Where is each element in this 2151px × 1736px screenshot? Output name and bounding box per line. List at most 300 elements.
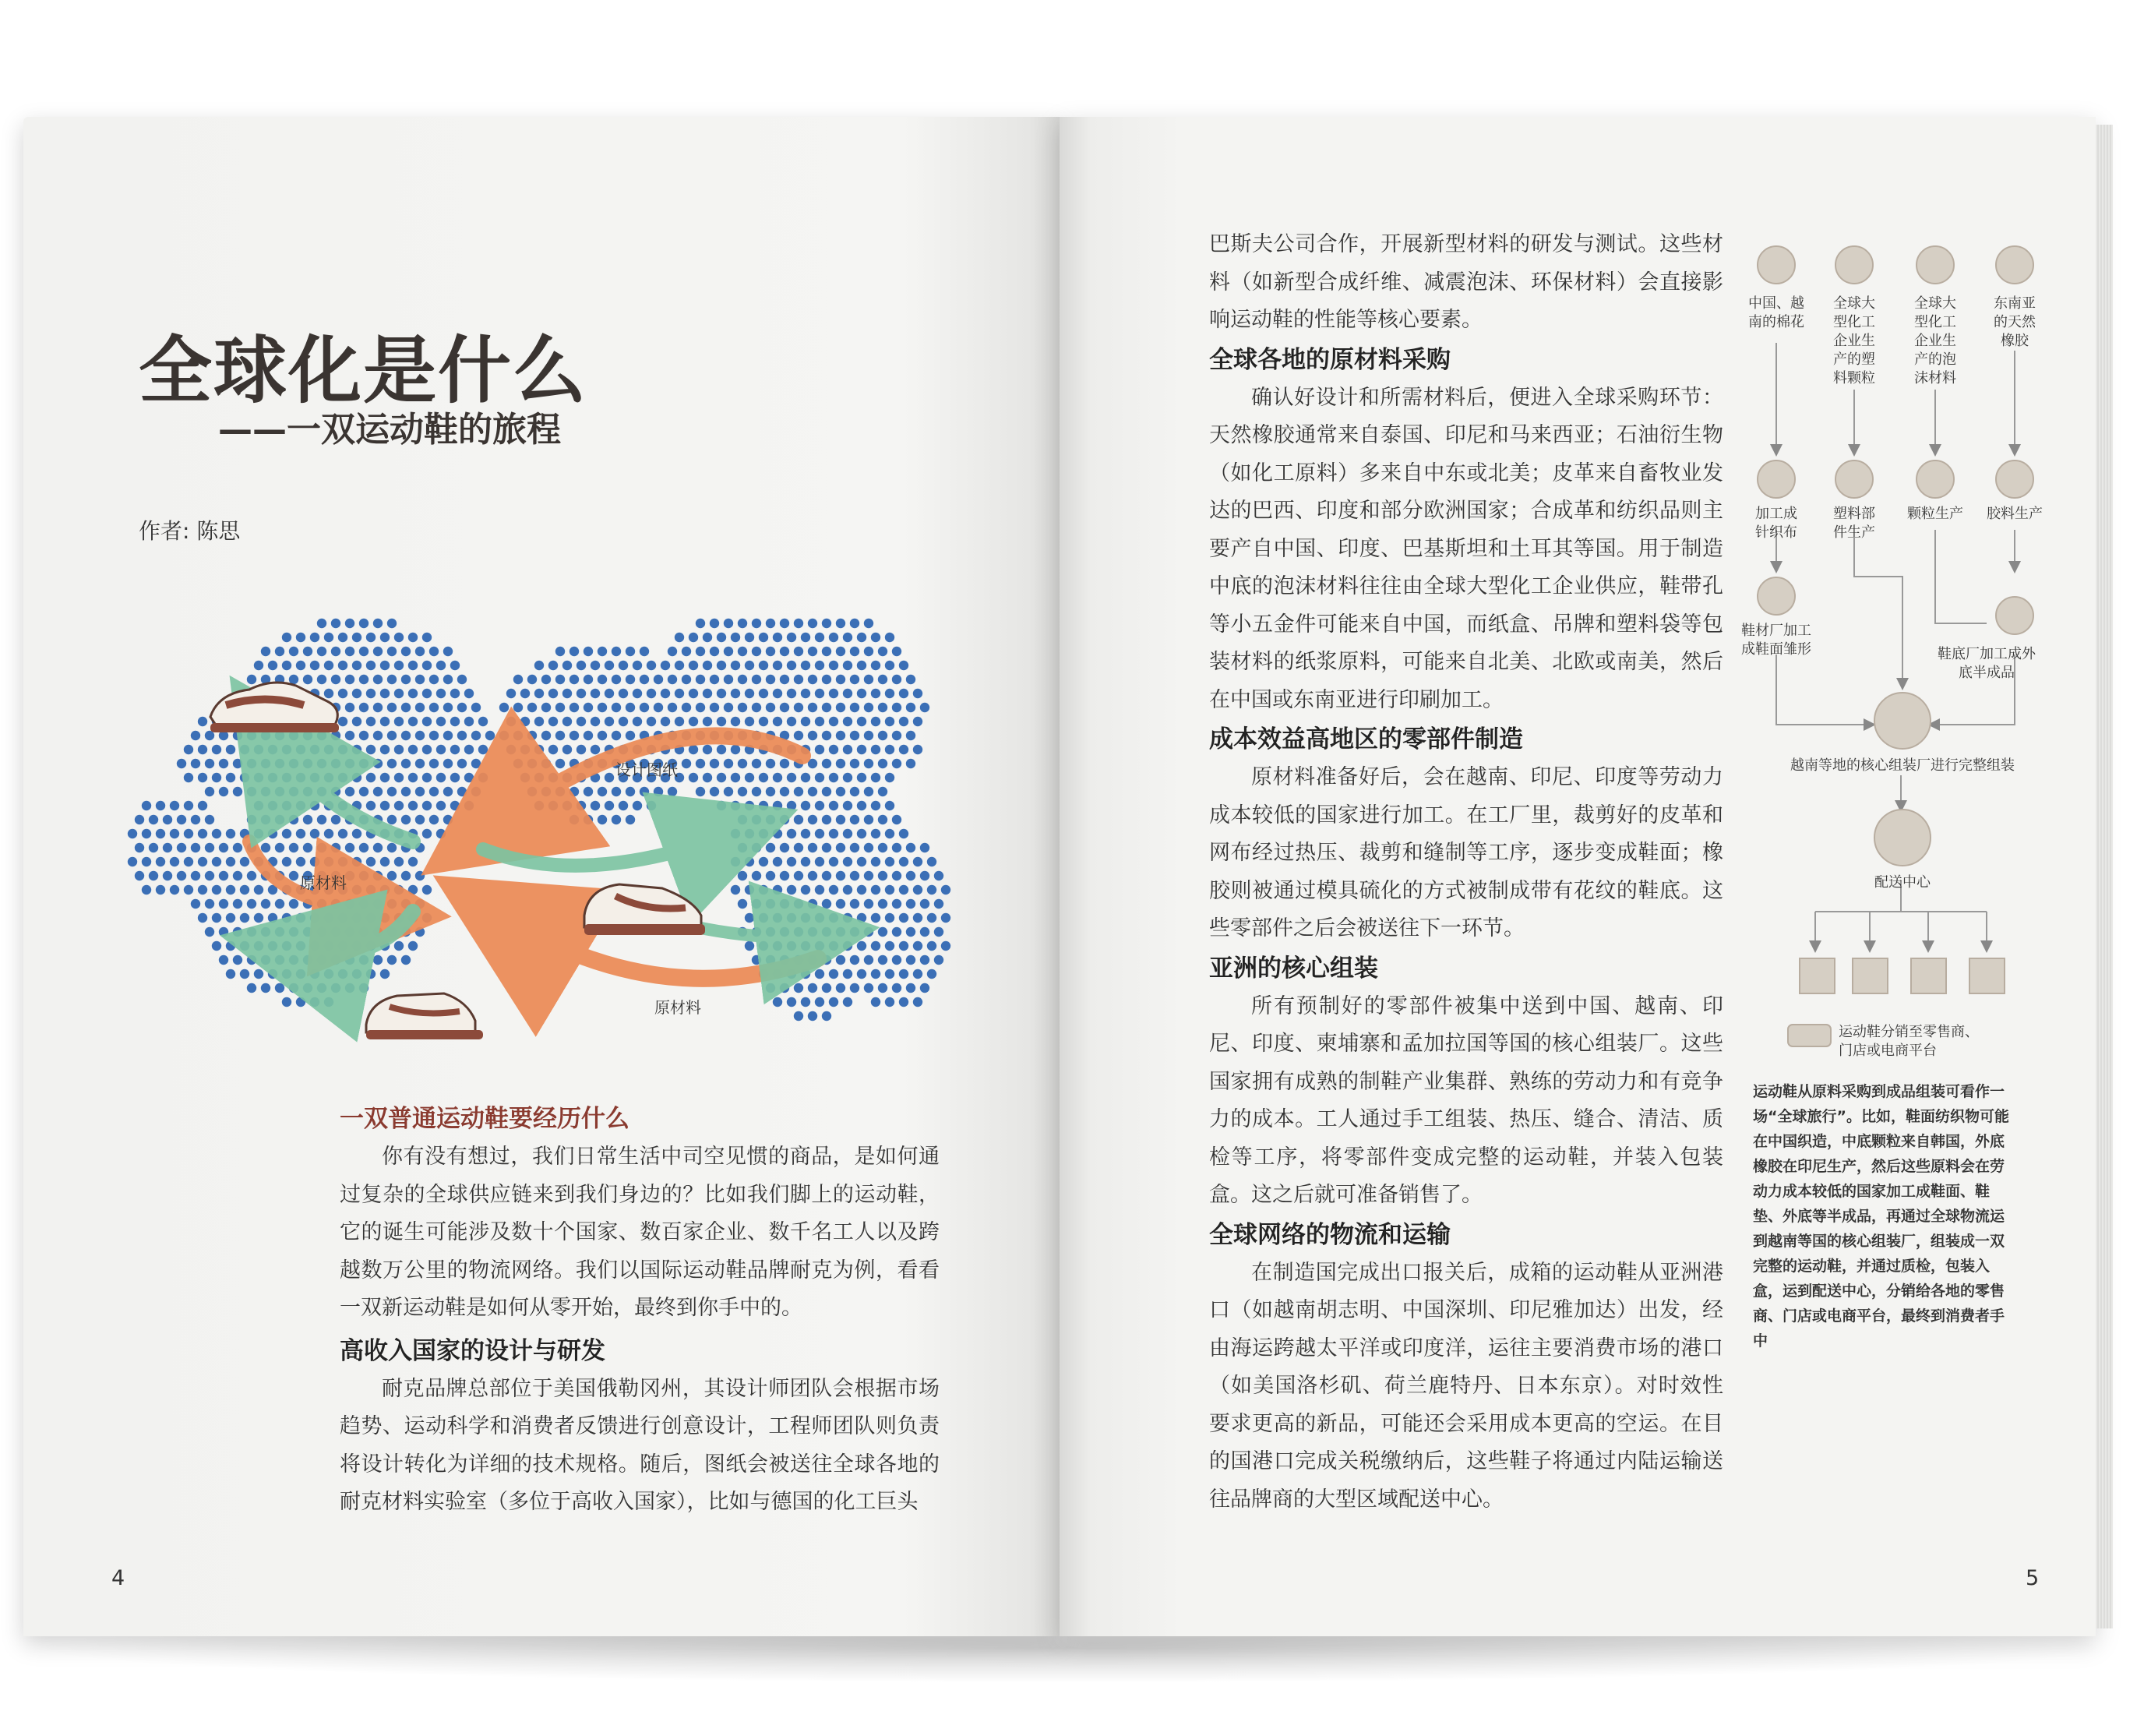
map-dot — [401, 787, 411, 796]
map-dot — [857, 857, 866, 866]
map-dot — [899, 857, 908, 866]
map-dot — [871, 689, 880, 698]
map-dot — [829, 941, 838, 951]
map-dot — [394, 661, 404, 670]
map-dot — [142, 885, 151, 894]
map-dot — [787, 689, 796, 698]
map-dot — [324, 913, 333, 923]
map-dot — [843, 913, 852, 923]
map-dot — [562, 801, 572, 810]
map-dot — [871, 913, 880, 923]
map-dot — [450, 661, 460, 670]
map-dot — [899, 941, 908, 951]
map-dot — [906, 759, 915, 768]
map-dot — [920, 927, 929, 937]
map-dot — [317, 619, 326, 628]
map-dot — [156, 885, 165, 894]
section-heading-manufacturing: 成本效益高地区的零部件制造 — [1209, 725, 1523, 753]
map-dot — [822, 647, 831, 656]
map-dot — [422, 689, 432, 698]
map-dot — [240, 969, 249, 979]
map-dot — [142, 801, 151, 810]
map-dot — [801, 829, 810, 838]
map-dot — [598, 815, 607, 824]
map-dot — [850, 703, 859, 712]
map-dot — [738, 703, 747, 712]
map-dot — [184, 773, 193, 782]
map-dot — [871, 773, 880, 782]
map-label-raw-material-2: 原材料 — [654, 998, 701, 1017]
map-dot — [878, 675, 887, 684]
map-dot — [359, 647, 368, 656]
map-dot — [801, 801, 810, 810]
map-dot — [927, 941, 936, 951]
map-dot — [878, 927, 887, 937]
map-dot — [829, 997, 838, 1007]
map-dot — [247, 759, 256, 768]
map-dot — [808, 731, 817, 740]
map-dot — [366, 801, 376, 810]
map-dot — [520, 745, 530, 754]
map-dot — [534, 745, 544, 754]
map-dot — [871, 801, 880, 810]
map-dot — [745, 717, 754, 726]
map-dot — [548, 745, 558, 754]
map-dot — [899, 717, 908, 726]
map-dot — [759, 829, 768, 838]
map-dot — [808, 675, 817, 684]
map-dot — [303, 983, 312, 993]
map-dot — [198, 717, 207, 726]
map-dot — [885, 661, 894, 670]
map-dot — [682, 675, 691, 684]
map-dot — [759, 689, 768, 698]
map-dot — [871, 997, 880, 1007]
map-dot — [380, 885, 390, 894]
map-dot — [254, 969, 263, 979]
map-dot — [338, 829, 347, 838]
flow-stage3-right-label: 底半成品 — [1959, 665, 2015, 681]
map-dot — [513, 731, 523, 740]
map-dot — [780, 899, 789, 909]
map-dot — [436, 801, 446, 810]
map-dot — [254, 801, 263, 810]
flow-source-label: 企业生 — [1914, 333, 1956, 349]
map-dot — [170, 801, 179, 810]
map-dot — [920, 983, 929, 993]
map-dot — [724, 759, 733, 768]
map-dot — [415, 731, 425, 740]
map-dot — [359, 619, 368, 628]
map-dot — [394, 689, 404, 698]
map-dot — [598, 675, 607, 684]
map-dot — [394, 801, 404, 810]
map-dot — [254, 773, 263, 782]
map-dot — [878, 815, 887, 824]
map-dot — [605, 717, 614, 726]
map-dot — [198, 773, 207, 782]
map-dot — [415, 927, 425, 937]
map-dot — [527, 731, 537, 740]
map-dot — [857, 969, 866, 979]
map-dot — [871, 829, 880, 838]
map-dot — [338, 633, 347, 642]
map-dot — [647, 717, 656, 726]
map-dot — [247, 955, 256, 965]
map-dot — [226, 857, 235, 866]
map-dot — [247, 787, 256, 796]
map-dot — [226, 745, 235, 754]
map-dot — [401, 647, 411, 656]
map-dot — [163, 871, 172, 880]
map-dot — [296, 801, 305, 810]
section-heading-sourcing: 全球各地的原材料采购 — [1209, 345, 1451, 374]
map-dot — [850, 647, 859, 656]
map-dot — [387, 619, 397, 628]
map-dot — [450, 773, 460, 782]
map-dot — [626, 787, 635, 796]
map-dot — [310, 857, 319, 866]
map-dot — [359, 983, 368, 993]
map-dot — [317, 983, 326, 993]
map-dot — [668, 703, 677, 712]
map-dot — [731, 745, 740, 754]
map-dot — [401, 675, 411, 684]
map-dot — [541, 759, 551, 768]
map-dot — [275, 647, 284, 656]
map-dot — [338, 661, 347, 670]
map-dot — [352, 773, 361, 782]
map-dot — [724, 675, 733, 684]
map-dot — [766, 787, 775, 796]
map-dot — [661, 661, 670, 670]
map-dot — [135, 871, 144, 880]
map-dot — [198, 857, 207, 866]
map-dot — [822, 815, 831, 824]
flow-labels — [1741, 295, 2043, 1059]
map-dot — [184, 885, 193, 894]
map-dot — [569, 787, 579, 796]
map-dot — [296, 997, 305, 1007]
map-dot — [780, 983, 789, 993]
map-dot — [731, 885, 740, 894]
map-dot — [822, 619, 831, 628]
map-dot — [268, 969, 277, 979]
map-dot — [815, 689, 824, 698]
map-dot — [738, 843, 747, 852]
section-body-assembly: 所有预制好的零部件被集中送到中国、越南、印尼、印度、柬埔寨和孟加拉国等国的核心组装厂。这些国家拥有成熟的制鞋产业集群、熟练的劳动力和有竞争力的成本。工人通过手工组装、热压、缝合、清洁、质检等工序，将零部件变成完整的运动鞋，并装入包装盒。这之后就可准备销售了。 — [1209, 993, 1723, 1207]
map-dot — [773, 857, 782, 866]
map-dot — [682, 759, 691, 768]
map-dot — [892, 899, 901, 909]
map-dot — [401, 759, 411, 768]
flow-source-label: 沫材料 — [1914, 370, 1956, 386]
map-dot — [324, 633, 333, 642]
map-dot — [345, 619, 354, 628]
map-dot — [801, 773, 810, 782]
map-dot — [289, 871, 298, 880]
map-dot — [310, 661, 319, 670]
map-dot — [766, 703, 775, 712]
map-dot — [352, 829, 361, 838]
map-dot — [836, 871, 845, 880]
map-dot — [801, 633, 810, 642]
map-dot — [478, 745, 488, 754]
map-dot — [478, 717, 488, 726]
map-dot — [338, 913, 347, 923]
map-dot — [906, 927, 915, 937]
map-dot — [303, 759, 312, 768]
map-dot — [548, 717, 558, 726]
map-dot — [128, 829, 137, 838]
flow-distribution-label: 配送中心 — [1874, 874, 1931, 891]
map-dot — [787, 885, 796, 894]
map-dot — [541, 703, 551, 712]
map-dot — [205, 787, 214, 796]
map-dot — [752, 787, 761, 796]
map-dot — [331, 927, 340, 937]
map-dot — [822, 899, 831, 909]
map-dot — [443, 731, 453, 740]
page-number-right: 5 — [2026, 1566, 2040, 1590]
flow-source-label: 产的泡 — [1914, 351, 1956, 368]
map-dot — [226, 773, 235, 782]
map-dot — [268, 773, 277, 782]
map-dot — [885, 829, 894, 838]
map-dot — [752, 843, 761, 852]
map-dot — [345, 647, 354, 656]
map-dot — [198, 913, 207, 923]
map-dot — [422, 773, 432, 782]
map-dot — [766, 899, 775, 909]
map-dot — [703, 773, 712, 782]
map-dot — [373, 843, 383, 852]
map-dot — [731, 661, 740, 670]
map-dot — [878, 787, 887, 796]
map-dot — [892, 983, 901, 993]
map-dot — [794, 731, 803, 740]
map-dot — [422, 829, 432, 838]
map-dot — [548, 801, 558, 810]
map-dot — [843, 885, 852, 894]
map-dot — [626, 815, 635, 824]
map-dot — [373, 703, 383, 712]
map-dot — [373, 731, 383, 740]
map-dot — [394, 745, 404, 754]
map-dot — [864, 983, 873, 993]
map-dot — [198, 829, 207, 838]
map-label-raw-material-1: 原材料 — [300, 873, 347, 892]
map-dot — [233, 787, 242, 796]
map-dot — [668, 675, 677, 684]
map-dot — [359, 871, 368, 880]
map-dot — [591, 717, 600, 726]
map-dot — [359, 843, 368, 852]
flow-source-label: 型化工 — [1833, 314, 1875, 330]
map-dot — [850, 619, 859, 628]
map-dot — [205, 843, 214, 852]
map-dot — [913, 997, 922, 1007]
map-dot — [443, 815, 453, 824]
map-dot — [759, 885, 768, 894]
map-dot — [885, 969, 894, 979]
map-dot — [857, 941, 866, 951]
map-dot — [268, 913, 277, 923]
map-dot — [450, 717, 460, 726]
map-dot — [408, 745, 418, 754]
map-dot — [464, 801, 474, 810]
map-dot — [282, 857, 291, 866]
map-label-design: 设计图纸 — [615, 760, 678, 779]
map-dot — [471, 787, 481, 796]
map-dot — [422, 801, 432, 810]
map-dot — [787, 829, 796, 838]
map-dot — [899, 745, 908, 754]
map-dot — [724, 703, 733, 712]
page-edges — [2096, 125, 2113, 1628]
map-dot — [766, 843, 775, 852]
map-dot — [864, 815, 873, 824]
map-dot — [619, 661, 628, 670]
page-title: 全球化是什么 — [139, 329, 588, 414]
map-dot — [352, 717, 361, 726]
map-dot — [787, 913, 796, 923]
map-dot — [366, 857, 376, 866]
map-dot — [787, 717, 796, 726]
flow-source-label: 料颗粒 — [1833, 370, 1875, 386]
map-dot — [759, 717, 768, 726]
map-dot — [128, 857, 137, 866]
map-dot — [794, 899, 803, 909]
map-dot — [240, 857, 249, 866]
map-dot — [864, 871, 873, 880]
map-dot — [836, 759, 845, 768]
map-dot — [317, 815, 326, 824]
map-dot — [584, 675, 593, 684]
map-dot — [366, 773, 376, 782]
map-dot — [506, 689, 516, 698]
map-dot — [457, 759, 467, 768]
map-dot — [752, 619, 761, 628]
map-dot — [745, 801, 754, 810]
map-dot — [857, 885, 866, 894]
map-dot — [373, 619, 383, 628]
map-dot — [829, 885, 838, 894]
map-dot — [534, 773, 544, 782]
map-dot — [415, 871, 425, 880]
map-dot — [373, 871, 383, 880]
map-dot — [282, 633, 291, 642]
map-dot — [717, 661, 726, 670]
map-dot — [555, 647, 565, 656]
map-dot — [773, 997, 782, 1007]
map-dot — [247, 927, 256, 937]
map-dot — [857, 829, 866, 838]
map-dot — [731, 633, 740, 642]
map-dot — [920, 843, 929, 852]
map-dot — [233, 899, 242, 909]
map-dot — [920, 871, 929, 880]
map-dot — [836, 815, 845, 824]
map-dot — [927, 885, 936, 894]
map-dot — [717, 717, 726, 726]
map-dot — [436, 829, 446, 838]
map-dot — [184, 745, 193, 754]
map-dot — [352, 745, 361, 754]
map-dot — [408, 773, 418, 782]
map-dot — [394, 857, 404, 866]
map-dot — [710, 703, 719, 712]
map-dot — [857, 689, 866, 698]
author-line: 作者: 陈思 — [139, 518, 241, 544]
map-dot — [555, 759, 565, 768]
map-dot — [843, 969, 852, 979]
flow-source-label: 产的塑 — [1833, 351, 1875, 368]
map-dot — [633, 717, 642, 726]
globalization-map-illustration — [117, 608, 958, 1091]
map-dot — [899, 969, 908, 979]
map-dot — [191, 731, 200, 740]
map-dot — [240, 941, 249, 951]
map-dot — [149, 871, 158, 880]
map-dot — [324, 857, 333, 866]
map-dot — [605, 689, 614, 698]
map-dot — [619, 801, 628, 810]
map-dot — [310, 633, 319, 642]
map-dot — [878, 955, 887, 965]
map-dot — [429, 787, 439, 796]
map-dot — [738, 759, 747, 768]
map-dot — [696, 759, 705, 768]
map-dot — [612, 731, 621, 740]
map-dot — [359, 759, 368, 768]
map-dot — [520, 717, 530, 726]
map-dot — [591, 801, 600, 810]
map-dot — [289, 675, 298, 684]
map-dot — [436, 717, 446, 726]
map-dot — [275, 843, 284, 852]
map-dot — [240, 913, 249, 923]
map-dot — [254, 661, 263, 670]
map-dot — [745, 913, 754, 923]
map-dot — [815, 913, 824, 923]
map-dot — [913, 745, 922, 754]
map-dot — [324, 997, 333, 1007]
map-dot — [794, 815, 803, 824]
map-dot — [359, 927, 368, 937]
map-dot — [836, 843, 845, 852]
map-dot — [261, 647, 270, 656]
map-dot — [275, 899, 284, 909]
map-dot — [212, 913, 221, 923]
map-dot — [513, 675, 523, 684]
flow-retail-label: 门店或电商平台 — [1839, 1043, 1937, 1059]
map-dot — [254, 913, 263, 923]
map-dot — [352, 885, 361, 894]
map-dot — [857, 913, 866, 923]
map-dot — [934, 955, 943, 965]
map-dot — [135, 843, 144, 852]
map-dot — [745, 829, 754, 838]
map-dot — [612, 703, 621, 712]
map-dot — [941, 885, 950, 894]
map-dot — [261, 843, 270, 852]
map-dot — [387, 843, 397, 852]
map-dot — [773, 801, 782, 810]
page-subtitle: ——一双运动鞋的旅程 — [218, 410, 561, 450]
map-dot — [871, 661, 880, 670]
map-dot — [240, 745, 249, 754]
